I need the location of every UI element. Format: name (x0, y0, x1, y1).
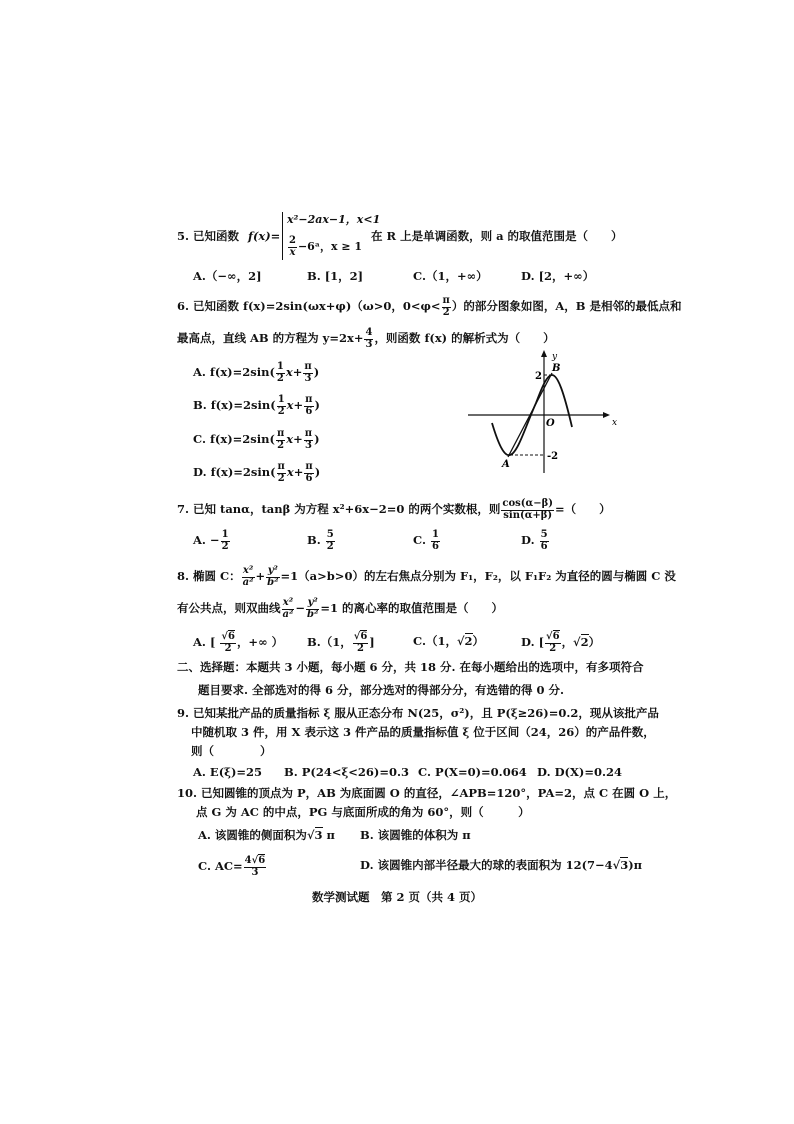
q6-option-c: C. f(x)=2sin( $\frac{\pi}{2}$ x+ $\frac{\pi}{3}$ ) (193, 428, 320, 451)
q6-stem-line-2: 最高点，直线 AB 的方程为 y=2x+ $\frac{4}{3}$ ，则函数 f(x) 的解析式为（ ） (177, 327, 555, 350)
section-2-heading-line-2: 题目要求. 全部选对的得 6 分，部分选对的得部分分，有选错的得 0 分. (198, 683, 565, 697)
q5-stem-tail: 在 R 上是单调函数，则 a 的取值范围是（ ） (371, 229, 623, 243)
q8-option-a: A. [ $\frac{√6}{2}$ ，+∞ ） (193, 631, 284, 654)
q10-option-c: C. AC= $\frac{4√6}{3}$ (198, 855, 266, 878)
q10-option-b: B. 该圆锥的体积为 π (360, 828, 471, 842)
graph-x-label: x (612, 418, 618, 428)
q8-option-d: D. [ $\frac{√6}{2}$ ，√2） (521, 631, 601, 654)
q10-option-d: D. 该圆锥内部半径最大的球的表面积为 12(7−4√3)π (360, 858, 643, 872)
page-footer: 数学测试题 第 2 页（共 4 页） (311, 890, 483, 904)
graph-tick-2: 2 (535, 371, 542, 382)
q5-piece-1: x²−2ax−1，x<1 (287, 213, 381, 226)
q9-option-b: B. P(24<ξ<26)=0.3 (284, 765, 409, 779)
graph-y-label: y (552, 352, 558, 362)
q6-stem-line-1: 6. 已知函数 f(x)=2sin(ωx+φ)（ω>0，0<φ< $\frac{\pi}{2}$ ）的部分图象如图，A，B 是相邻的最低点和 (177, 295, 682, 318)
q9-stem-line-1: 9. 已知某批产品的质量指标 ξ 服从正态分布 N(25，σ²)，且 P(ξ≥26)=0.2，现从该批产品 (177, 706, 659, 720)
q5-brace (282, 212, 283, 260)
q10-stem-line-2: 点 G 为 AC 的中点，PG 与底面所成的角为 60°，则（ ） (196, 805, 530, 819)
q6-sine-graph (460, 345, 625, 480)
q5-option-d: D. [2，+∞） (521, 269, 595, 283)
q6-option-b: B. f(x)=2sin( $\frac{1}{2}$ x+ $\frac{\pi}{6}$ ) (193, 394, 320, 417)
q7-option-b: B. $\frac{5}{2}$ (307, 529, 334, 552)
q8-stem-line-2: 有公共点，则双曲线 $\frac{\text{x²}}{\text{a²}}$ − $\frac{\text{y²}}{\text{b²}}$ =1 的离心率的取值范围是（ ） (177, 597, 504, 620)
q5-stem-label: 5. 已知函数 (177, 229, 240, 243)
q10-stem-line-1: 10. 已知圆锥的顶点为 P，AB 为底面圆 O 的直径，∠APB=120°，PA=2，点 C 在圆 O 上， (177, 786, 677, 800)
q7-option-d: D. $\frac{5}{6}$ (521, 529, 548, 552)
q9-stem-line-3: 则（ ） (191, 744, 272, 758)
q10-option-a: A. 该圆锥的侧面积为√3 π (198, 828, 335, 842)
q7-option-c: C. $\frac{1}{6}$ (413, 529, 439, 552)
q5-option-a: A.（−∞，2] (193, 269, 262, 283)
graph-origin-label: O (546, 418, 555, 429)
graph-point-a-label: A (502, 459, 510, 470)
section-2-heading-line-1: 二、选择题：本题共 3 小题，每小题 6 分，共 18 分. 在每小题给出的选项中，有多项符合 (177, 660, 644, 674)
graph-point-b-label: B (552, 363, 561, 374)
q9-option-d: D. D(X)=0.24 (537, 765, 622, 779)
q5-option-b: B. [1，2] (307, 269, 364, 283)
q8-option-b: B.（1， $\frac{√6}{2}$ ] (307, 631, 375, 654)
q5-fx: f(x)= (248, 229, 281, 243)
q8-stem-line-1: 8. 椭圆 C： $\frac{\text{x²}}{\text{a²}}$ + $\frac{\text{y²}}{\text{b²}}$ =1（a>b>0）的左右焦点分别为 F₁，F₂，以 F₁F₂ 为直径的圆与椭圆 C 没 (177, 565, 676, 588)
q9-option-a: A. E(ξ)=25 (193, 765, 263, 779)
graph-tick-neg2: -2 (547, 451, 559, 462)
q9-option-c: C. P(X=0)=0.064 (418, 765, 527, 779)
q7-stem: 7. 已知 tanα，tanβ 为方程 x²+6x−2=0 的两个实数根，则 $\frac{\cos(\alpha-\beta)}{\sin(\alpha+\beta)}$ =（ ） (177, 498, 611, 521)
q9-stem-line-2: 中随机取 3 件，用 X 表示这 3 件产品的质量指标值 ξ 位于区间（24，26）的产品件数， (191, 725, 655, 739)
q6-option-a: A. f(x)=2sin( $\frac{1}{2}$ x+ $\frac{\pi}{3}$ ) (193, 361, 320, 384)
q8-option-c: C.（1，√2） (413, 634, 485, 648)
q5-piece-2: $\frac{2}{x}$ −6ᵃ，x ≥ 1 (289, 235, 363, 258)
q5-option-c: C.（1，+∞） (413, 269, 488, 283)
q7-option-a: A. − $\frac{1}{2}$ (193, 529, 229, 552)
q6-option-d: D. f(x)=2sin( $\frac{\pi}{2}$ x+ $\frac{\pi}{6}$ ) (193, 461, 321, 484)
